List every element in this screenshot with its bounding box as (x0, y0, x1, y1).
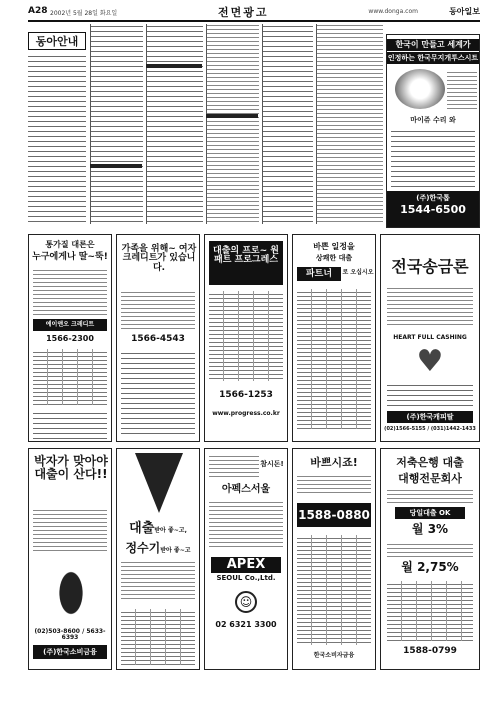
ad-aando-credit (28, 234, 112, 442)
ad-body (387, 489, 473, 503)
ad-slogan: HEART FULL CASHING (393, 334, 467, 341)
ad-headline: 아펙스서울 (221, 484, 271, 495)
ad-body (121, 561, 195, 601)
ad-headline-2: 누구에게나 딸~뚝! (32, 252, 108, 262)
ad-text-block (447, 71, 477, 111)
ad-nationwide-loan (380, 234, 480, 442)
ad-body (387, 543, 473, 557)
branch-table (297, 535, 371, 645)
brand-logo: APEX (211, 557, 281, 573)
section-title: 전면광고 (218, 6, 269, 19)
page-number: A28 (28, 6, 48, 16)
ad-body (209, 501, 283, 549)
brand-name: 파트너 (297, 267, 341, 281)
phone-number: (02)1566-5155 / (031)1442-1433 (384, 426, 476, 432)
phone-number: 1588-0799 (403, 646, 457, 656)
ad-line2: 인정하는 한국무지개투스시트 (387, 54, 479, 62)
product-image (395, 69, 445, 109)
ad-sub: 상쾌한 대출 (315, 254, 353, 262)
rate-table (209, 291, 283, 381)
classified-column-6 (316, 24, 383, 224)
phone-number: 02 6321 3300 (215, 620, 277, 629)
ad-body (33, 269, 107, 315)
classified-divider (146, 64, 202, 68)
ad-busy-loan (292, 448, 376, 670)
ad-footer (33, 411, 107, 439)
loan-word: 대출 (129, 521, 155, 536)
phone-number: 1566-1253 (219, 390, 273, 400)
rate-table (33, 349, 107, 405)
ad-headline: 박자가 맞아야 대출이 산다!! (34, 454, 108, 481)
rate-table (387, 581, 473, 641)
ad-headline-1: 통가질 대론은 (45, 240, 95, 249)
page-header (28, 4, 480, 22)
dancer-illustration (51, 557, 91, 617)
ad-korea-seat (386, 34, 480, 228)
brand-name: 에이앤오 크레디트 (33, 319, 107, 331)
ad-line1: 한국이 만들고 세계가 (387, 39, 479, 51)
heart-icon: ♥ (416, 344, 444, 379)
website: www.progress.co.kr (212, 410, 280, 417)
rate-2: 월 2,75% (401, 560, 459, 574)
website: www.donga.com (368, 8, 418, 15)
paper-name: 동아일보 (449, 7, 480, 16)
classified-title: 동아안내 (28, 32, 86, 50)
purifier-tail: 받아 좋~고 (160, 547, 191, 554)
brand-name: (주)한국캐피탈 (387, 411, 473, 423)
ad-headline: 저축은행 대출 (396, 456, 464, 469)
ad-headline-1 (117, 519, 199, 536)
ad-women-credit (116, 234, 200, 442)
ad-body (297, 475, 371, 495)
ad-headline: 대출의 프로~ 원패트 프로그레스 (209, 241, 283, 285)
ad-tail: 로 오십시오 (342, 269, 374, 276)
classified-column-2 (90, 24, 143, 224)
classified-column-1 (28, 54, 86, 224)
classified-column-4 (206, 24, 259, 224)
smiley-icon: ☺ (235, 591, 257, 613)
ad-headline: 전국송금론 (391, 257, 469, 276)
arrow-graphic (135, 453, 183, 513)
ad-apex-seoul (204, 448, 288, 670)
company-name: (주)한국톱 (416, 194, 450, 202)
phone-number: 1566-2300 (46, 334, 94, 343)
ad-sub: 당일대출 OK (395, 507, 465, 519)
phone-number: 1566-4543 (131, 334, 185, 344)
ad-consumer-finance (28, 448, 112, 670)
classified-column-3 (146, 24, 203, 224)
ad-progress (204, 234, 288, 442)
purifier-word: 정수기 (125, 541, 161, 555)
ad-body (33, 509, 107, 553)
ad-water-purifier (116, 448, 200, 670)
phone-number: 1544-6500 (400, 203, 466, 217)
ad-headline-2: 대행전문회사 (398, 472, 462, 485)
ad-savings-bank (380, 448, 480, 670)
ad-body (121, 291, 195, 331)
ad-headline: 바쁘시죠! (310, 456, 358, 469)
ad-intro (209, 455, 259, 479)
rate-table (297, 289, 371, 429)
phone-number: (02)503-8600 / 5633-6393 (34, 628, 106, 642)
ad-top: 바쁜 일정을 (313, 242, 355, 251)
ad-fine-print (387, 383, 473, 407)
ad-fine-print (121, 351, 195, 437)
classified-section (28, 24, 382, 227)
ad-headline: 가족을 위해~ 여자크레디트가 있습니다. (121, 244, 197, 273)
ad-body (387, 287, 473, 327)
ad-partner (292, 234, 376, 442)
ad-footer (387, 191, 479, 227)
phone-number: 1588-0880 (297, 503, 371, 527)
classified-column-5 (262, 24, 313, 224)
phone-table (121, 609, 195, 665)
ad-mid: 마이쥬 수리 와 (410, 116, 456, 124)
ad-body (391, 129, 475, 187)
loan-tail: 받아 좋~고, (154, 527, 187, 534)
company-name: (주)한국소비금융 (33, 645, 107, 659)
issue-date: 2002년 5월 28일 화요일 (50, 10, 118, 17)
classified-divider (206, 114, 258, 118)
classified-divider (90, 164, 142, 168)
rate-1: 월 3% (411, 522, 449, 536)
ad-tag: 참시돈! (260, 460, 284, 468)
brand-name: 한국소비자금융 (313, 652, 355, 659)
company-name: SEOUL Co.,Ltd. (216, 574, 276, 582)
ad-headline-2 (117, 539, 199, 556)
